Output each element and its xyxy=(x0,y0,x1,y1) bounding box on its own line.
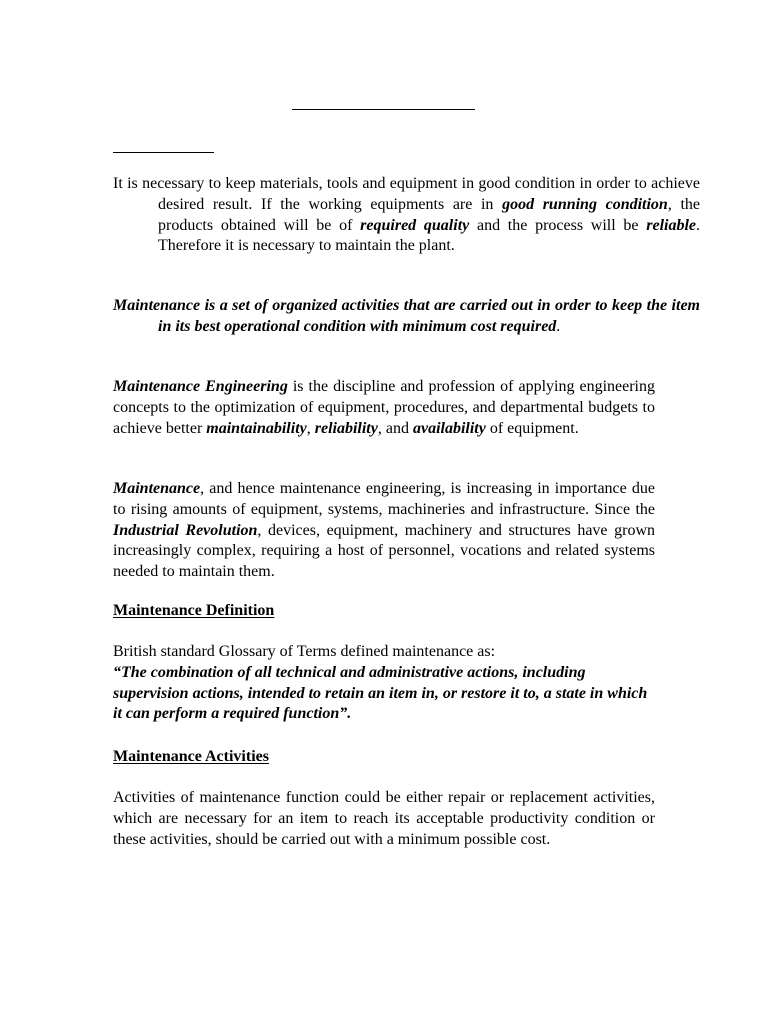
maintenance-activities-text: Activities of maintenance function could be either repair or replacement activities, which are necessary for an item to reach its acceptable productivity condition or these activities, should be carried out with a minimum possible cost. xyxy=(113,789,655,848)
maintenance-engineering-paragraph xyxy=(113,377,655,439)
maintenance-activities-paragraph xyxy=(113,788,655,850)
maintenance-definition-paragraph xyxy=(113,296,700,338)
maintenance-definition-period: . xyxy=(556,317,561,335)
maintenance-engineering-term: Maintenance Engineering xyxy=(113,378,288,395)
maintenance-engineering-text-4: of equipment. xyxy=(485,419,579,437)
intro-emphasis-good-running: good running condition xyxy=(502,195,668,213)
maintenance-engineering-text-3: , and xyxy=(377,419,413,437)
intro-emphasis-required-quality: required quality xyxy=(360,216,470,234)
maintenance-importance-text-1: , and hence maintenance engineering, is increasing in importance due to rising amounts of equipment, systems, machineries and infrastructure. Since the xyxy=(113,480,655,518)
maintenance-definition-heading xyxy=(113,601,655,622)
maintenance-engineering-text-2: , xyxy=(306,419,315,437)
intro-text-3: and the process will be xyxy=(469,216,647,234)
maintenance-definition-emphasis: Maintenance is a set of organized activities that are carried out in order to keep the item in its best operational condition with minimum cost required xyxy=(113,297,700,335)
maintenance-importance-paragraph xyxy=(113,479,655,583)
reliability-term: reliability xyxy=(314,419,378,437)
title-underline xyxy=(292,109,475,110)
availability-term: availability xyxy=(412,419,486,437)
maintainability-term: maintainability xyxy=(206,419,307,437)
intro-text-1: It is necessary to keep materials, tools and equipment in good condition in order to achieve desired result. If the working equipments are in xyxy=(113,175,700,213)
maintenance-term: Maintenance xyxy=(113,480,201,497)
british-standard-quote: “The combination of all technical and administrative actions, including supervision actions, intended to retain an item in, or restore it to, a state in which it can perform a required function”. xyxy=(113,663,648,723)
british-standard-intro: British standard Glossary of Terms defined maintenance as: xyxy=(113,643,496,660)
maintenance-importance-text-2: , devices, equipment, machinery and structures have grown increasingly complex, requiring a host of personnel, vocations and related systems needed to maintain them. xyxy=(113,521,655,581)
maintenance-engineering-text-1: is the discipline and profession of applying engineering concepts to the optimization of equipment, procedures, and departmental budgets to achieve better xyxy=(113,378,655,437)
british-standard-paragraph xyxy=(113,642,655,725)
intro-text-4: . Therefore it is necessary to maintain the plant. xyxy=(158,216,701,255)
industrial-revolution-term: Industrial Revolution xyxy=(113,521,258,539)
intro-emphasis-reliable: reliable xyxy=(646,216,697,234)
maintenance-definition-heading-text: Maintenance Definition xyxy=(113,602,275,619)
section-underline xyxy=(113,152,214,153)
maintenance-activities-heading xyxy=(113,747,655,768)
intro-paragraph xyxy=(113,174,700,257)
intro-text-2: , the products obtained will be of xyxy=(158,195,701,234)
maintenance-activities-heading-text: Maintenance Activities xyxy=(113,748,269,765)
